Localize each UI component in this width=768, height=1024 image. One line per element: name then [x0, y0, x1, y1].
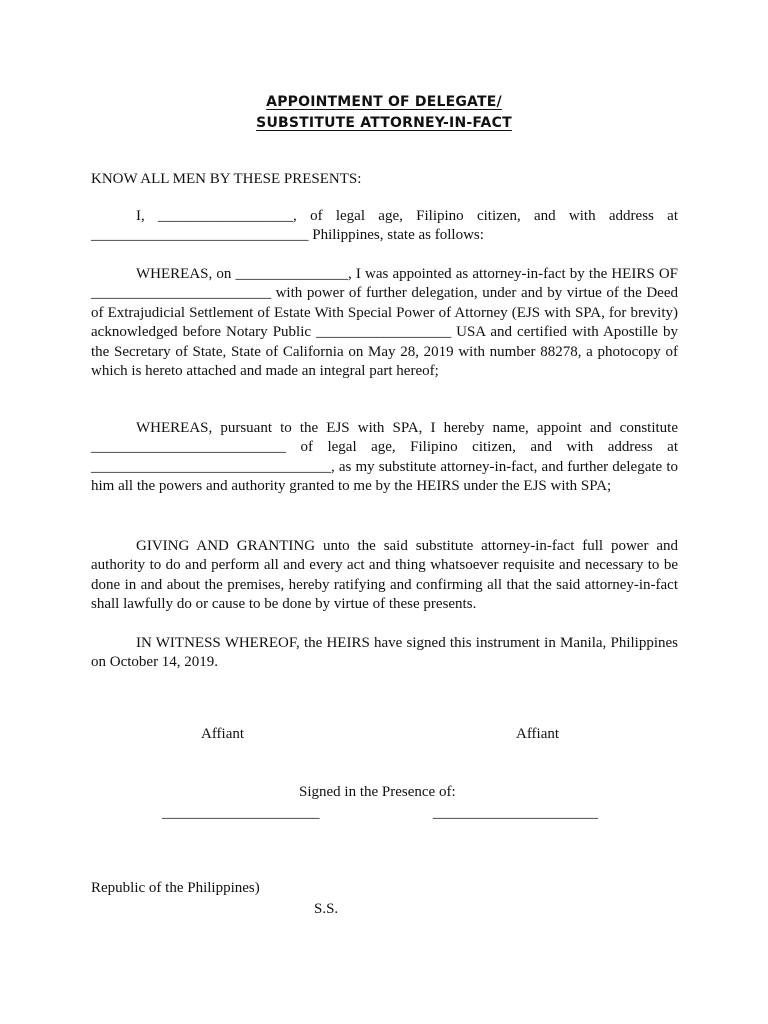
paragraph-whereas-appointment: WHEREAS, on _______________, I was appointed as attorney-in-fact by the HEIRS OF ________________________ with power of further delegation, under and by virtue of the Deed of Extrajudicial Settlement of Estate With Special Power of Attorney (EJS with SPA, for brevity) acknowledged before Notary Public __________________ USA and certified with Apostille by the Secretary of State, State of California on May 28, 2019 with number 88278, a photocopy of which is hereto attached and made an integral part hereof;	[91, 266, 678, 380]
affiant-label-left: Affiant	[201, 726, 245, 742]
paragraph-declarant: I, __________________, of legal age, Filipino citizen, and with address at _____________________________ Philippines, state as follows:	[91, 208, 678, 244]
paragraph-giving-granting: GIVING AND GRANTING unto the said substitute attorney-in-fact full power and authority to do and perform all and every act and thing whatsoever requisite and necessary to be done in and about the premises, hereby ratifying and confirming all that the said attorney-in-fact shall lawfully do or cause to be done by virtue of these presents.	[91, 538, 678, 613]
venue-ss: S.S.	[314, 901, 339, 917]
salutation: KNOW ALL MEN BY THESE PRESENTS:	[91, 171, 362, 187]
signed-in-presence-label: Signed in the Presence of:	[299, 784, 456, 800]
document-title-line-1: APPOINTMENT OF DELEGATE/	[266, 94, 502, 110]
paragraph-in-witness: IN WITNESS WHEREOF, the HEIRS have signed this instrument in Manila, Philippines on October 14, 2019.	[91, 635, 678, 671]
witness-signature-line-right: ______________________	[433, 805, 598, 821]
witness-signature-line-left: _____________________	[162, 805, 320, 821]
affiant-label-right: Affiant	[516, 726, 560, 742]
venue-country: Republic of the Philippines)	[91, 880, 260, 896]
paragraph-whereas-substitute: WHEREAS, pursuant to the EJS with SPA, I hereby name, appoint and constitute __________________________ of legal age, Filipino citizen, and with address at ________________________________, as my substitute attorney-in-fact, and further delegate to him all the powers and authority granted to me by the HEIRS under the EJS with SPA;	[91, 420, 678, 495]
document-title-line-2: SUBSTITUTE ATTORNEY-IN-FACT	[256, 115, 512, 131]
